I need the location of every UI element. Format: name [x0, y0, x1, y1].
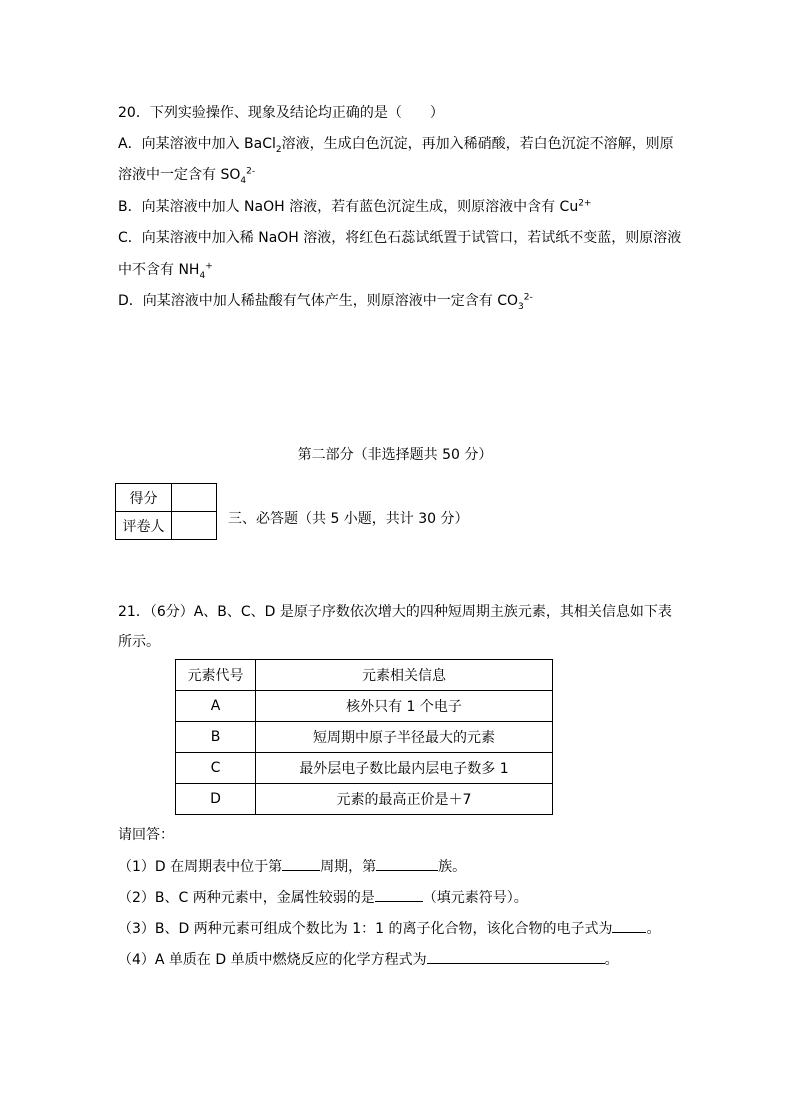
- superscript: 2-: [523, 292, 533, 303]
- q21-stem-cont: 所示。: [118, 634, 160, 650]
- text: A．向某溶液中加入 BaCl: [118, 136, 276, 152]
- table-row: [176, 784, 553, 815]
- text: 中不含有 NH: [118, 262, 200, 278]
- q20-option-c: C．向某溶液中加入稀 NaOH 溶液，将红色石蕊试纸置于试管口，若试纸不变蓝，则原溶液: [118, 230, 682, 246]
- section-heading: 三、必答题（共 5 小题，共计 30 分）: [228, 511, 469, 527]
- answer-blank[interactable]: [282, 857, 320, 871]
- table-header: 元素相关信息: [256, 660, 553, 691]
- text: （填元素符号）。: [422, 890, 528, 906]
- text: 。: [646, 921, 661, 937]
- q20-option-d: [118, 292, 533, 310]
- score-label: 得分: [116, 484, 172, 512]
- sub-question-3: [118, 919, 660, 938]
- sub-question-1: [118, 857, 466, 876]
- cell: 核外只有 1 个电子: [256, 691, 553, 722]
- text: 溶液，生成白色沉淀，再加入稀硝酸，若白色沉淀不溶解，则原: [281, 136, 674, 152]
- q20-option-c-cont: [118, 261, 213, 279]
- text: （1）D 在周期表中位于第: [118, 859, 283, 875]
- text: 溶液中一定含有 SO: [118, 167, 241, 183]
- q20-option-b: [118, 198, 591, 216]
- text: D．向某溶液中加人稀盐酸有气体产生，则原溶液中一定含有 CO: [118, 293, 519, 309]
- q21-stem: 21．（6分）A、B、C、D 是原子序数依次增大的四种短周期主族元素，其相关信息如下表: [118, 604, 672, 620]
- cell: B: [176, 722, 256, 753]
- subscript: 3: [518, 301, 524, 312]
- table-row: [176, 691, 553, 722]
- superscript: +: [205, 261, 213, 272]
- cell: 元素的最高正价是＋7: [256, 784, 553, 815]
- subscript: 4: [240, 175, 247, 186]
- q20-option-a: [118, 135, 674, 153]
- text: B．向某溶液中加人 NaOH 溶液，若有蓝色沉淀生成，则原溶液中含有 Cu: [118, 199, 579, 215]
- table-row: [176, 753, 553, 784]
- text: 。: [604, 952, 619, 968]
- score-cell: [172, 484, 217, 512]
- element-info-table: [175, 659, 553, 815]
- cell: A: [176, 691, 256, 722]
- q20-stem: 20．下列实验操作、现象及结论均正确的是（ ）: [118, 105, 444, 121]
- subscript: 4: [199, 270, 206, 281]
- text: 族。: [438, 859, 467, 875]
- q20-option-a-cont: [118, 166, 255, 184]
- grader-label: 评卷人: [116, 512, 172, 540]
- answer-blank[interactable]: [375, 888, 423, 902]
- text: （2）B、C 两种元素中，金属性较弱的是: [118, 890, 375, 906]
- cell: D: [176, 784, 256, 815]
- subscript: 2: [275, 144, 282, 155]
- text: （4）A 单质在 D 单质中燃烧反应的化学方程式为: [118, 952, 427, 968]
- cell: 短周期中原子半径最大的元素: [256, 722, 553, 753]
- answer-blank[interactable]: [427, 950, 605, 964]
- answer-blank[interactable]: [612, 919, 646, 933]
- answer-prompt: 请回答：: [118, 827, 174, 843]
- sub-question-4: [118, 950, 619, 969]
- sub-question-2: [118, 888, 528, 907]
- answer-blank[interactable]: [376, 857, 438, 871]
- cell: C: [176, 753, 256, 784]
- part2-title: 第二部分（非选择题共 50 分）: [297, 447, 493, 463]
- text: （3）B、D 两种元素可组成个数比为 1：1 的离子化合物，该化合物的电子式为: [118, 921, 613, 937]
- superscript: 2+: [578, 198, 592, 209]
- cell: 最外层电子数比最内层电子数多 1: [256, 753, 553, 784]
- score-table: [115, 483, 217, 540]
- text: 周期，第: [320, 859, 377, 875]
- table-row: [176, 722, 553, 753]
- superscript: 2-: [246, 166, 256, 177]
- table-header: 元素代号: [176, 660, 256, 691]
- grader-cell: [172, 512, 217, 540]
